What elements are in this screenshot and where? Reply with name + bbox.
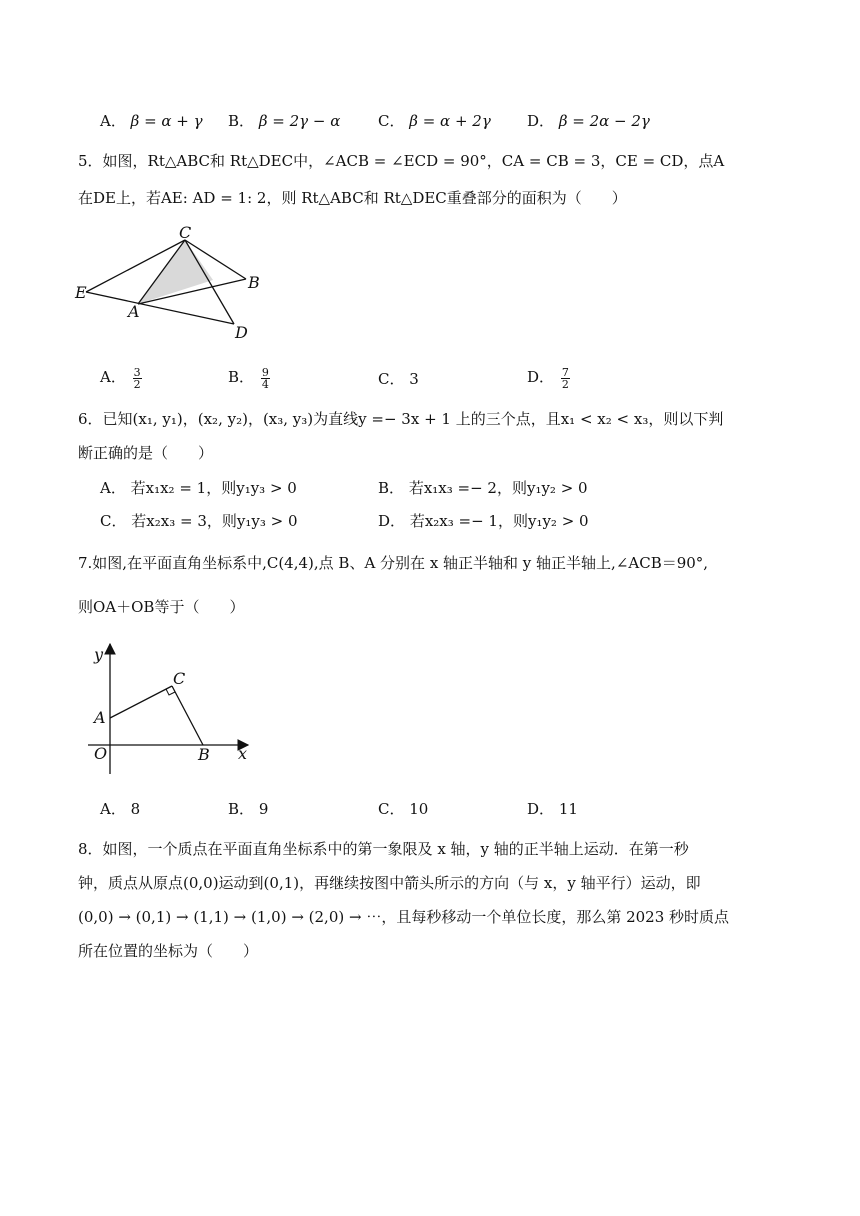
label-d: D <box>235 323 248 342</box>
q8-stem-line4: 所在位置的坐标为（ ） <box>78 942 259 960</box>
q8-stem-line2: 钟，质点从原点(0,0)运动到(0,1)，再继续按图中箭头所示的方向（与 x，y 轴平行）运动，即 <box>78 874 701 892</box>
label-a: A <box>128 302 140 321</box>
label-a: A <box>94 708 106 727</box>
q5-option-a: A． $\frac{3}{2}$ <box>100 365 141 391</box>
q5-stem-line1: 5．如图，Rt△ABC和 Rt△DEC中，∠ACB = ∠ECD = 90°，CA = CB = 3，CE = CD，点A <box>78 152 725 170</box>
q4-option-b: B． β = 2γ − α <box>228 112 341 130</box>
q7-coordinate-figure <box>88 638 260 778</box>
q5-option-c: C． 3 <box>378 370 419 388</box>
label-b: B <box>248 273 260 292</box>
q5-triangle-figure <box>70 220 270 345</box>
q6-option-c: C． 若x₂x₃ = 3，则y₁y₃ > 0 <box>100 512 298 530</box>
q8-stem-line3: (0,0) → (0,1) → (1,1) → (1,0) → (2,0) → ⋯，且每秒移动一个单位长度，那么第 2023 秒时质点 <box>78 908 730 926</box>
label-e: E <box>75 283 87 302</box>
q6-option-d: D． 若x₂x₃ =− 1，则y₁y₂ > 0 <box>378 512 589 530</box>
label-y: y <box>94 645 104 664</box>
q5-option-d: D． $\frac{7}{2}$ <box>527 365 569 391</box>
label-c: C <box>173 669 186 688</box>
fraction: $\frac{7}{2}$ <box>561 365 569 391</box>
fraction: $\frac{9}{4}$ <box>261 365 269 391</box>
q7-option-b: B． 9 <box>228 800 269 818</box>
label-c: C <box>179 223 192 242</box>
q5-stem-line2: 在DE上，若AE: AD = 1: 2，则 Rt△ABC和 Rt△DEC重叠部分的面积为（ ） <box>78 189 627 207</box>
q4-option-a: A． β = α + γ <box>100 112 203 130</box>
q7-option-c: C． 10 <box>378 800 429 818</box>
q5-option-b: B． $\frac{9}{4}$ <box>228 365 269 391</box>
q7-stem-line1: 7.如图,在平面直角坐标系中,C(4,4),点 B、A 分别在 x 轴正半轴和 y 轴正半轴上,∠ACB＝90°, <box>78 554 709 572</box>
label-b: B <box>198 745 210 764</box>
label-o: O <box>94 744 108 763</box>
q4-option-c: C． β = α + 2γ <box>378 112 491 130</box>
fraction: $\frac{3}{2}$ <box>133 365 141 391</box>
q8-stem-line1: 8．如图，一个质点在平面直角坐标系中的第一象限及 x 轴，y 轴的正半轴上运动．在第一秒 <box>78 840 689 858</box>
q6-option-b: B． 若x₁x₃ =− 2，则y₁y₂ > 0 <box>378 479 588 497</box>
q7-option-a: A． 8 <box>100 800 141 818</box>
label-x: x <box>238 744 248 763</box>
q7-option-d: D． 11 <box>527 800 578 818</box>
overlap-region <box>138 240 213 304</box>
q6-stem-line2: 断正确的是（ ） <box>78 444 214 462</box>
q6-stem-line1: 6．已知(x₁, y₁)，(x₂, y₂)，(x₃, y₃)为直线y =− 3x + 1 上的三个点，且x₁ < x₂ < x₃，则以下判 <box>78 410 724 428</box>
q7-stem-line2: 则OA＋OB等于（ ） <box>78 598 245 616</box>
q4-option-d: D． β = 2α − 2γ <box>527 112 650 130</box>
q6-option-a: A． 若x₁x₂ = 1，则y₁y₃ > 0 <box>100 479 297 497</box>
